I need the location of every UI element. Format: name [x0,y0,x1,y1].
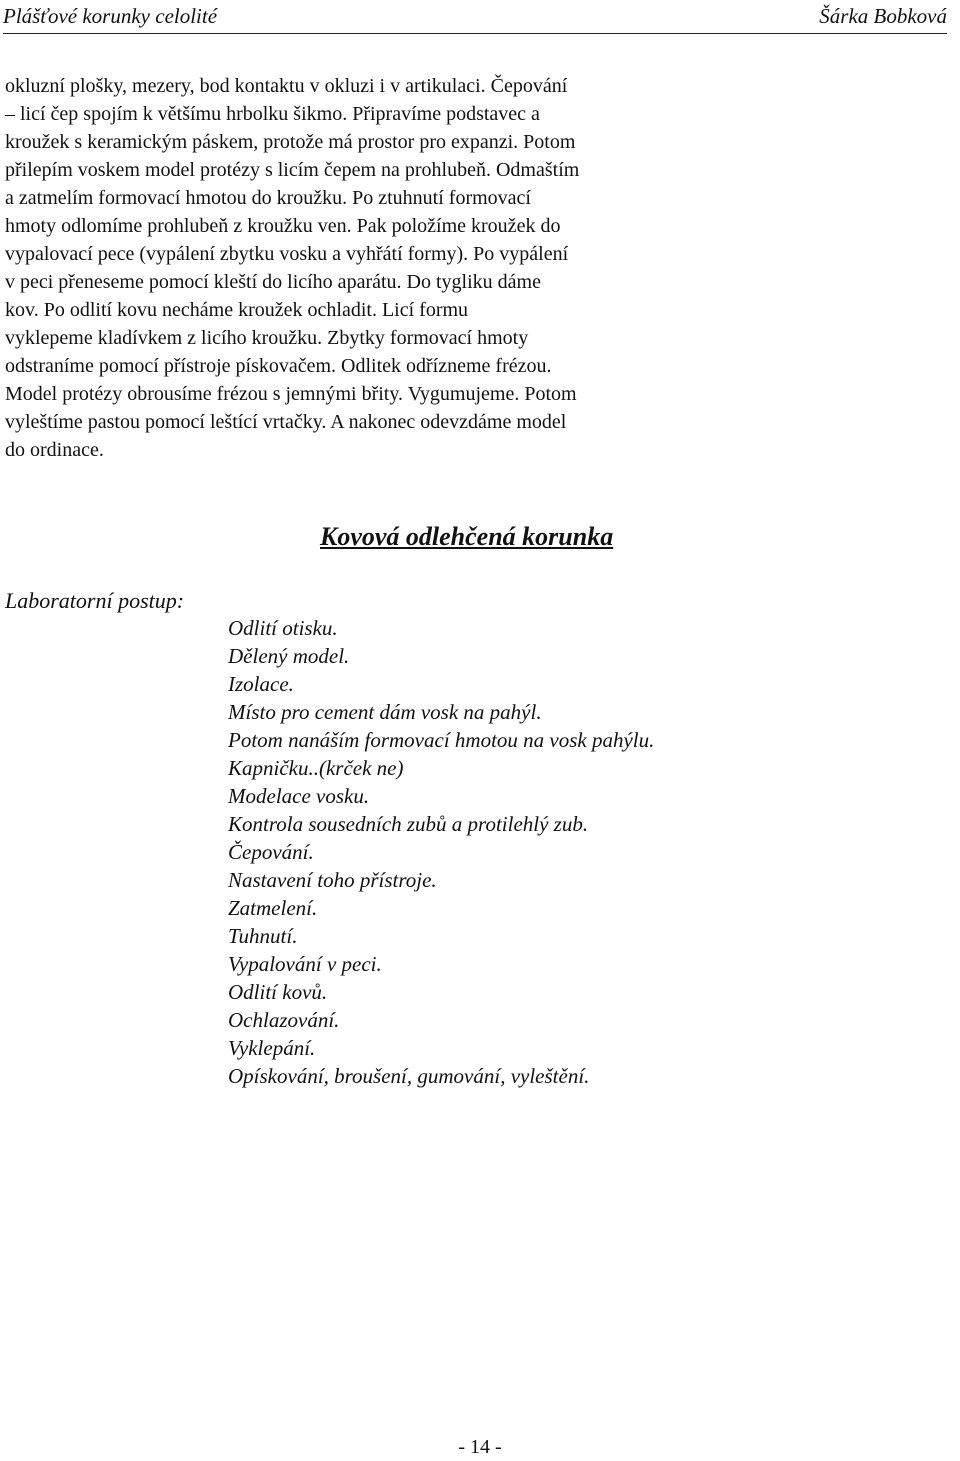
list-item: Dělený model. [228,644,350,668]
section-title: Kovová odlehčená korunka [320,522,614,551]
list-item: Vyklepání. [228,1036,316,1060]
paragraph-line: kov. Po odlití kovu necháme kroužek ochladit. Licí formu [5,299,469,321]
list-item: Místo pro cement dám vosk na pahýl. [228,700,542,724]
paragraph-line: přilepím voskem model protézy s licím čepem na prohlubeň. Odmaštím [5,159,580,181]
paragraph-line: – licí čep spojím k většímu hrbolku šikmo. Připravíme podstavec a [5,103,540,125]
paragraph-line: Model protézy obrousíme frézou s jemnými břity. Vygumujeme. Potom [5,383,577,405]
list-item: Ochlazování. [228,1008,340,1032]
paragraph-line: vyklepeme kladívkem z licího kroužku. Zbytky formovací hmoty [5,327,529,349]
list-item: Kapničku..(krček ne) [228,756,404,780]
list-item: Tuhnutí. [228,924,298,948]
list-item: Zatmelení. [228,896,318,920]
list-item: Modelace vosku. [228,784,370,808]
list-item: Nastavení toho přístroje. [228,868,437,892]
paragraph-line: kroužek s keramickým páskem, protože má prostor pro expanzi. Potom [5,131,576,153]
paragraph-line: okluzní plošky, mezery, bod kontaktu v okluzi i v artikulaci. Čepování [5,75,568,97]
procedure-steps-list [228,614,654,1090]
list-item: Odlití kovů. [228,980,328,1004]
procedure-paragraph [5,72,725,464]
list-item: Vypalování v peci. [228,952,382,976]
paragraph-line: v peci přeneseme pomocí kleští do licího aparátu. Do tygliku dáme [5,271,541,293]
paragraph-line: do ordinace. [5,439,104,461]
list-item: Kontrola sousedních zubů a protilehlý zub. [228,812,589,836]
paragraph-line: a zatmelím formovací hmotou do kroužku. Po ztuhnutí formovací [5,187,531,209]
list-item: Izolace. [228,672,294,696]
list-item: Čepování. [228,840,314,864]
list-item: Potom nanáším formovací hmotou na vosk pahýlu. [228,728,655,752]
paragraph-line: vypalovací pece (vypálení zbytku vosku a vyhřátí formy). Po vypálení [5,243,569,265]
list-item: Opískování, broušení, gumování, vyleštění. [228,1064,590,1088]
paragraph-line: odstraníme pomocí přístroje pískovačem. Odlitek odřízneme frézou. [5,355,552,377]
header-document-title: Plášťové korunky celolité [3,4,218,28]
lab-procedure-label: Laboratorní postup: [5,588,185,613]
header-author: Šárka Bobková [819,4,947,28]
page-header [3,0,947,34]
paragraph-line: vyleštíme pastou pomocí leštící vrtačky. A nakonec odevzdáme model [5,411,567,433]
paragraph-line: hmoty odlomíme prohlubeň z kroužku ven. Pak položíme kroužek do [5,215,561,237]
page-number: - 14 - [458,1436,502,1458]
list-item: Odlití otisku. [228,616,338,640]
